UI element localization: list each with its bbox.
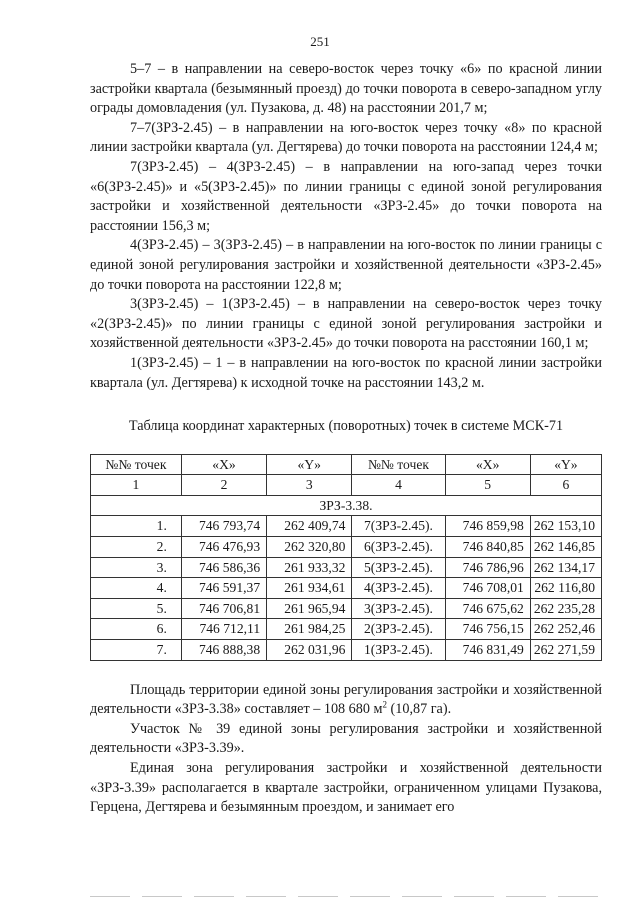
- point-number-cell: 3.: [91, 557, 182, 578]
- table-row: [91, 537, 602, 558]
- y-coordinate-cell: 262 409,74: [267, 516, 352, 537]
- x-coordinate-cell: 746 708,01: [445, 578, 530, 599]
- table-row: [91, 557, 602, 578]
- point-number-cell: 4.: [91, 578, 182, 599]
- point-number-cell: 3(ЗРЗ-2.45).: [352, 598, 445, 619]
- x-coordinate-cell: 746 793,74: [181, 516, 266, 537]
- x-coordinate-cell: 746 476,93: [181, 537, 266, 558]
- paragraph: 4(ЗРЗ-2.45) – 3(ЗРЗ-2.45) – в направлении на юго-восток по линии границы с единой зоной регулирования застройки и хозяйственной деятельности «ЗРЗ-2.45» до точки поворота на расстоянии 122,8 м;: [90, 237, 602, 293]
- paragraph: 7(ЗРЗ-2.45) – 4(ЗРЗ-2.45) – в направлении на юго-запад через точки «6(ЗРЗ-2.45)» и «5(ЗРЗ-2.45)» по линии границы с единой зоной регулирования застройки и хозяйственной деятельности «ЗРЗ-2.45» до точки поворота на расстоянии 156,3 м;: [90, 158, 602, 234]
- paragraph: 5–7 – в направлении на северо-восток через точку «6» по красной линии застройки квартала (безымянный проезд) до точки поворота в северо-западном углу ограды домовладения (ул. Пузакова, д. 48) на расстоянии 201,7 м;: [90, 61, 602, 117]
- column-number-row: [91, 475, 602, 496]
- y-coordinate-cell: 262 146,85: [530, 537, 601, 558]
- y-coordinate-cell: 262 252,46: [530, 619, 601, 640]
- page-number: 251: [310, 34, 330, 49]
- column-number: 6: [530, 475, 601, 496]
- y-coordinate-cell: 262 153,10: [530, 516, 601, 537]
- point-number-cell: 2.: [91, 537, 182, 558]
- x-coordinate-cell: 746 712,11: [181, 619, 266, 640]
- x-coordinate-cell: 746 859,98: [445, 516, 530, 537]
- coordinates-table: [90, 454, 602, 661]
- paragraph: 7–7(ЗРЗ-2.45) – в направлении на юго-восток через точку «8» по красной линии застройки квартала (ул. Дегтярева) до точки поворота на расстоянии 124,4 м;: [90, 119, 602, 156]
- y-coordinate-cell: 262 320,80: [267, 537, 352, 558]
- table-row: [91, 598, 602, 619]
- header-y: «Y»: [530, 454, 601, 475]
- document-body: [90, 60, 602, 818]
- x-coordinate-cell: 746 840,85: [445, 537, 530, 558]
- column-number: 3: [267, 475, 352, 496]
- header-y: «Y»: [267, 454, 352, 475]
- paragraph: 1(ЗРЗ-2.45) – 1 – в направлении на юго-восток по красной линии застройки квартала (ул. Дегтярева) к исходной точке на расстоянии 143,2 м.: [90, 354, 602, 391]
- y-coordinate-cell: 262 235,28: [530, 598, 601, 619]
- paragraph: Участок № 39 единой зоны регулирования застройки и хозяйственной деятельности «ЗРЗ-3.39».: [90, 720, 602, 757]
- after-table-text: [90, 681, 602, 818]
- y-coordinate-cell: 262 116,80: [530, 578, 601, 599]
- header-x: «X»: [445, 454, 530, 475]
- x-coordinate-cell: 746 831,49: [445, 640, 530, 661]
- y-coordinate-cell: 261 934,61: [267, 578, 352, 599]
- header-point-no: №№ точек: [91, 454, 182, 475]
- table-header-row: [91, 454, 602, 475]
- y-coordinate-cell: 262 031,96: [267, 640, 352, 661]
- table-row: [91, 578, 602, 599]
- point-number-cell: 5(ЗРЗ-2.45).: [352, 557, 445, 578]
- header-point-no: №№ точек: [352, 454, 445, 475]
- point-number-cell: 5.: [91, 598, 182, 619]
- scan-artifact-line: [90, 896, 602, 897]
- y-coordinate-cell: 262 271,59: [530, 640, 601, 661]
- area-text: Площадь территории единой зоны регулирования застройки и хозяйственной деятельности «ЗРЗ-3.38» составляет – 108 680 м: [90, 681, 602, 718]
- x-coordinate-cell: 746 586,36: [181, 557, 266, 578]
- column-number: 1: [91, 475, 182, 496]
- table-row: [91, 640, 602, 661]
- zone-label: ЗРЗ-3.38.: [91, 495, 602, 516]
- point-number-cell: 1.: [91, 516, 182, 537]
- x-coordinate-cell: 746 756,15: [445, 619, 530, 640]
- column-number: 4: [352, 475, 445, 496]
- x-coordinate-cell: 746 786,96: [445, 557, 530, 578]
- y-coordinate-cell: 262 134,17: [530, 557, 601, 578]
- column-number: 2: [181, 475, 266, 496]
- paragraph: Единая зона регулирования застройки и хозяйственной деятельности «ЗРЗ-3.39» располагается в квартале застройки, ограниченном улицами Пузакова, Герцена, Дегтярева и безымянным проездом, и занимает его: [90, 760, 602, 816]
- area-unit-superscript: 2: [382, 699, 387, 710]
- paragraph: 3(ЗРЗ-2.45) – 1(ЗРЗ-2.45) – в направлении на северо-восток через точку «2(ЗРЗ-2.45)» по линии границы с единой зоной регулирования застройки и хозяйственной деятельности «ЗРЗ-2.45» до точки поворота на расстоянии 160,1 м;: [90, 296, 602, 352]
- x-coordinate-cell: 746 888,38: [181, 640, 266, 661]
- point-number-cell: 7.: [91, 640, 182, 661]
- x-coordinate-cell: 746 706,81: [181, 598, 266, 619]
- point-number-cell: 6.: [91, 619, 182, 640]
- point-number-cell: 7(ЗРЗ-2.45).: [352, 516, 445, 537]
- x-coordinate-cell: 746 675,62: [445, 598, 530, 619]
- x-coordinate-cell: 746 591,37: [181, 578, 266, 599]
- point-number-cell: 6(ЗРЗ-2.45).: [352, 537, 445, 558]
- y-coordinate-cell: 261 984,25: [267, 619, 352, 640]
- y-coordinate-cell: 261 933,32: [267, 557, 352, 578]
- point-number-cell: 4(ЗРЗ-2.45).: [352, 578, 445, 599]
- table-caption: Таблица координат характерных (поворотных) точек в системе МСК-71: [128, 418, 564, 435]
- point-number-cell: 1(ЗРЗ-2.45).: [352, 640, 445, 661]
- area-paragraph: [90, 681, 602, 720]
- header-x: «X»: [181, 454, 266, 475]
- table-row: [91, 619, 602, 640]
- table-body: [91, 516, 602, 660]
- y-coordinate-cell: 261 965,94: [267, 598, 352, 619]
- table-row: [91, 516, 602, 537]
- zone-label-row: [91, 495, 602, 516]
- point-number-cell: 2(ЗРЗ-2.45).: [352, 619, 445, 640]
- area-tail: (10,87 га).: [386, 701, 452, 718]
- column-number: 5: [445, 475, 530, 496]
